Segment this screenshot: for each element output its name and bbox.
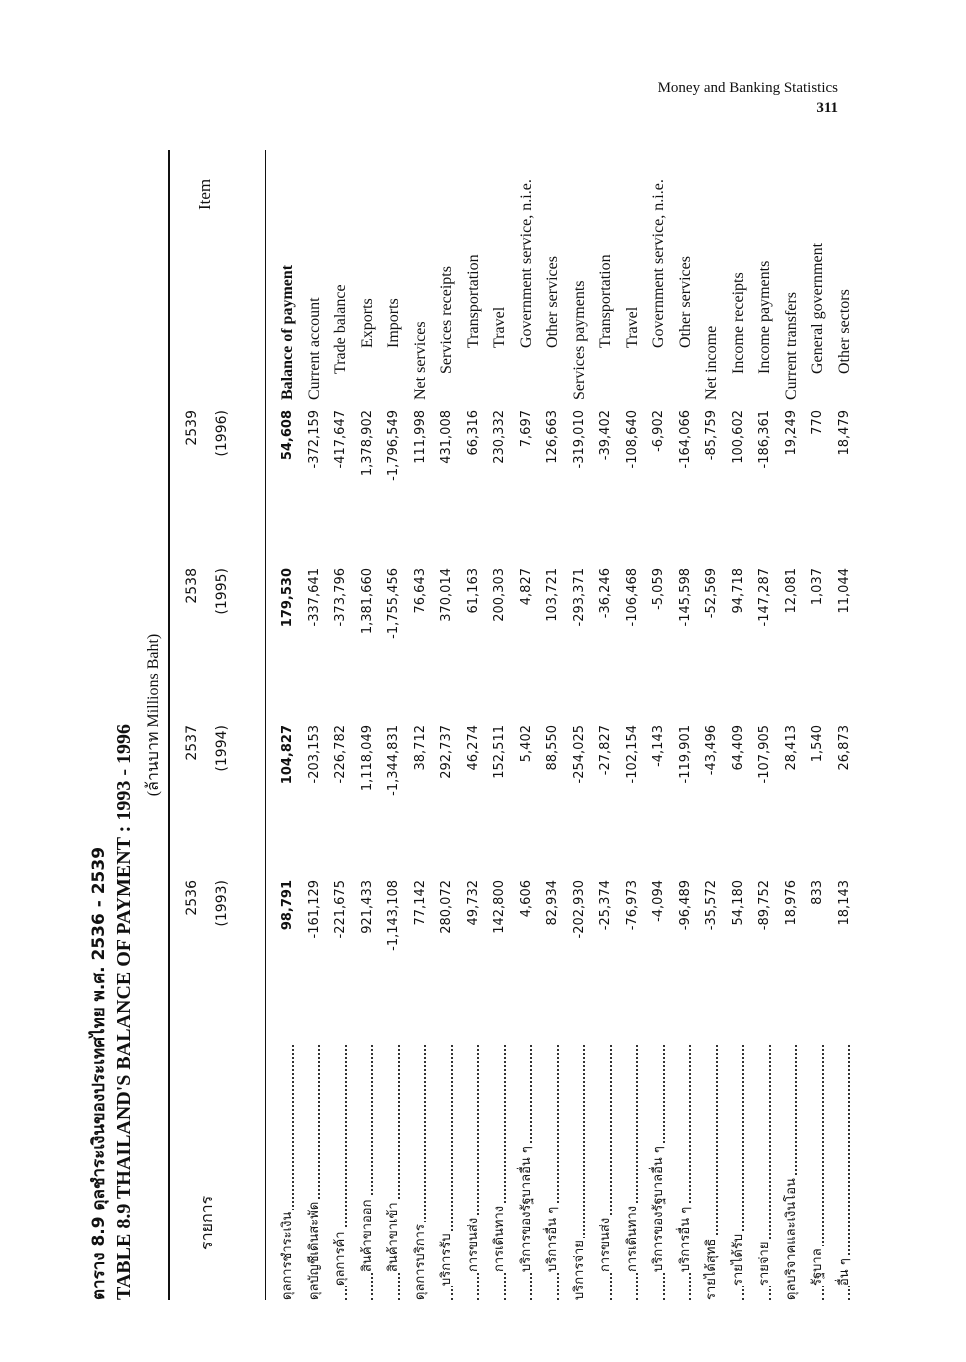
table-row bbox=[514, 50, 541, 1300]
table-row bbox=[381, 50, 408, 1300]
row-label-english: Services payments bbox=[570, 280, 588, 400]
table-row bbox=[567, 50, 594, 1300]
row-label-english: Balance of payment bbox=[279, 264, 296, 400]
row-label-thai: บริการอื่น ๆ bbox=[673, 1045, 700, 1300]
value-cell: 26,873 bbox=[836, 725, 852, 771]
row-label-thai: การเดินทาง bbox=[487, 1045, 514, 1300]
row-label-thai: บริการอื่น ๆ bbox=[540, 1045, 567, 1300]
table-row bbox=[832, 50, 859, 1300]
table-row bbox=[302, 50, 329, 1300]
value-cell: -96,489 bbox=[677, 880, 693, 931]
value-cell: 104,827 bbox=[280, 725, 295, 785]
value-cell: -293,371 bbox=[571, 568, 587, 627]
value-cell: -106,468 bbox=[624, 568, 640, 627]
row-label-thai: การขนส่ง bbox=[461, 1045, 488, 1300]
value-cell: 94,718 bbox=[730, 568, 746, 614]
row-label-english: Other sectors bbox=[835, 289, 853, 374]
row-label-thai: ดุลการค้า bbox=[328, 1045, 355, 1300]
value-cell: 179,530 bbox=[280, 568, 295, 628]
value-cell: -1,796,549 bbox=[386, 410, 401, 481]
value-cell: 103,721 bbox=[545, 568, 560, 622]
row-label-thai: ดุลการบริการ bbox=[408, 1045, 435, 1300]
value-cell: -1,143,108 bbox=[386, 880, 401, 951]
row-label-english: General government bbox=[809, 242, 826, 374]
row-label-english: Government service, n.i.e. bbox=[650, 179, 667, 348]
value-cell: 12,081 bbox=[783, 568, 799, 614]
header-item-english: Item bbox=[195, 178, 214, 210]
row-label-english: Government service, n.i.e. bbox=[517, 179, 535, 348]
value-cell: -43,496 bbox=[704, 725, 719, 776]
value-cell: -119,901 bbox=[677, 725, 693, 784]
table-unit: (ล้านบาท Millions Baht) bbox=[145, 633, 162, 797]
table-row bbox=[752, 50, 779, 1300]
value-cell: 1,381,660 bbox=[359, 568, 375, 635]
row-label-english: Transportation bbox=[464, 254, 482, 348]
value-cell: 111,998 bbox=[412, 410, 428, 464]
table-title-thai: ตาราง 8.9 ดุลชำระเงินของประเทศไทย พ.ศ. 2536 - 2539 bbox=[89, 846, 109, 1300]
value-cell: -5,059 bbox=[651, 568, 666, 610]
table-row bbox=[540, 50, 567, 1300]
table-row bbox=[726, 50, 753, 1300]
table-row bbox=[328, 50, 355, 1300]
row-label-thai: รายได้สุทธิ bbox=[699, 1045, 726, 1300]
table-row bbox=[646, 50, 673, 1300]
value-cell: -254,025 bbox=[571, 725, 587, 784]
table-titles bbox=[85, 50, 185, 1300]
value-cell: -108,640 bbox=[624, 410, 640, 469]
row-label-thai: ดุลบัญชีเดินสะพัด bbox=[302, 1045, 329, 1300]
value-cell: 292,737 bbox=[439, 725, 454, 779]
value-cell: 88,550 bbox=[545, 725, 560, 771]
value-cell: 82,934 bbox=[545, 880, 560, 926]
value-cell: 19,249 bbox=[783, 410, 799, 456]
value-cell: 1,540 bbox=[810, 725, 825, 763]
value-cell: -25,374 bbox=[598, 880, 613, 931]
row-label-english: Income payments bbox=[756, 260, 773, 374]
value-cell: 142,800 bbox=[492, 880, 507, 934]
row-label-english: Income receipts bbox=[729, 272, 747, 374]
value-cell: 370,014 bbox=[439, 568, 454, 622]
value-cell: -221,675 bbox=[333, 880, 348, 939]
value-cell: -145,598 bbox=[677, 568, 693, 627]
row-label-english: Other services bbox=[544, 256, 561, 348]
value-cell: -372,159 bbox=[306, 410, 322, 469]
row-label-thai: บริการรับ bbox=[434, 1045, 461, 1300]
value-cell: -102,154 bbox=[624, 725, 640, 784]
value-cell: 230,332 bbox=[492, 410, 507, 464]
value-cell: 280,072 bbox=[439, 880, 454, 934]
value-cell: -226,782 bbox=[333, 725, 348, 784]
value-cell: 64,409 bbox=[730, 725, 746, 771]
value-cell: -164,066 bbox=[677, 410, 693, 469]
table-row bbox=[461, 50, 488, 1300]
row-label-thai: อื่น ๆ bbox=[832, 1045, 859, 1300]
table-row bbox=[805, 50, 832, 1300]
value-cell: 66,316 bbox=[465, 410, 481, 456]
table-row bbox=[434, 50, 461, 1300]
value-cell: -373,796 bbox=[333, 568, 348, 627]
row-label-thai: สินค้าขาเข้า bbox=[381, 1045, 408, 1300]
row-label-thai: การเดินทาง bbox=[620, 1045, 647, 1300]
value-cell: -89,752 bbox=[757, 880, 772, 931]
table-row bbox=[673, 50, 700, 1300]
table-row bbox=[699, 50, 726, 1300]
row-label-english: Imports bbox=[385, 298, 402, 348]
row-label-english: Travel bbox=[623, 306, 641, 348]
row-label-thai: รายจ่าย bbox=[752, 1045, 779, 1300]
value-cell: 1,378,902 bbox=[359, 410, 375, 477]
value-cell: 61,163 bbox=[465, 568, 481, 614]
value-cell: 38,712 bbox=[412, 725, 428, 771]
value-cell: 770 bbox=[810, 410, 825, 435]
value-cell: -85,759 bbox=[704, 410, 719, 461]
value-cell: -76,973 bbox=[624, 880, 640, 931]
table-row bbox=[593, 50, 620, 1300]
column-header-1993: 2536 (1993) bbox=[184, 880, 230, 927]
value-cell: -319,010 bbox=[571, 410, 587, 469]
table-row bbox=[355, 50, 382, 1300]
value-cell: -39,402 bbox=[598, 410, 613, 461]
row-label-thai: สินค้าขาออก bbox=[355, 1045, 382, 1300]
value-cell: -202,930 bbox=[571, 880, 587, 939]
table-row bbox=[275, 50, 302, 1300]
value-cell: 18,143 bbox=[836, 880, 852, 926]
column-header-1994: 2537 (1994) bbox=[184, 725, 230, 772]
value-cell: -52,569 bbox=[704, 568, 719, 619]
table-row bbox=[779, 50, 806, 1300]
row-label-english: Transportation bbox=[597, 254, 614, 348]
row-label-english: Travel bbox=[491, 306, 508, 348]
row-label-english: Current account bbox=[305, 297, 323, 400]
row-label-english: Net income bbox=[703, 325, 720, 400]
row-label-thai: ดุลบริจาคและเงินโอน bbox=[779, 1045, 806, 1300]
column-header-1996: 2539 (1996) bbox=[184, 410, 230, 457]
row-label-thai: บริการของรัฐบาลอื่น ๆ bbox=[646, 1045, 673, 1300]
value-cell: -203,153 bbox=[306, 725, 322, 784]
value-cell: -6,902 bbox=[651, 410, 666, 452]
column-header-1995: 2538 (1995) bbox=[184, 568, 230, 615]
row-label-english: Trade balance bbox=[332, 284, 349, 374]
value-cell: 152,511 bbox=[492, 725, 507, 779]
section-title: Money and Banking Statistics bbox=[657, 80, 838, 96]
value-cell: 126,663 bbox=[545, 410, 560, 464]
value-cell: -186,361 bbox=[757, 410, 772, 469]
value-cell: 54,608 bbox=[280, 410, 295, 461]
table-row bbox=[408, 50, 435, 1300]
value-cell: 4,827 bbox=[518, 568, 534, 606]
row-label-thai: ดุลการชำระเงิน bbox=[275, 1045, 302, 1300]
value-cell: 7,697 bbox=[518, 410, 534, 448]
value-cell: -36,246 bbox=[598, 568, 613, 619]
value-cell: -4,143 bbox=[651, 725, 666, 767]
value-cell: -1,755,456 bbox=[386, 568, 401, 639]
value-cell: 18,479 bbox=[836, 410, 852, 456]
value-cell: -35,572 bbox=[704, 880, 719, 931]
row-label-english: Exports bbox=[358, 298, 376, 348]
value-cell: 49,732 bbox=[465, 880, 481, 926]
value-cell: -27,827 bbox=[598, 725, 613, 776]
value-cell: 833 bbox=[810, 880, 825, 905]
table-row bbox=[620, 50, 647, 1300]
table-row bbox=[487, 50, 514, 1300]
value-cell: 431,008 bbox=[439, 410, 454, 464]
value-cell: 1,118,049 bbox=[359, 725, 375, 792]
row-label-english: Services receipts bbox=[438, 266, 455, 374]
row-label-thai: รัฐบาล bbox=[805, 1045, 832, 1300]
header-item-thai: รายการ bbox=[197, 1195, 216, 1250]
value-cell: 100,602 bbox=[730, 410, 746, 464]
page-number: 311 bbox=[816, 100, 838, 116]
value-cell: 98,791 bbox=[280, 880, 295, 931]
row-label-thai: รายได้รับ bbox=[726, 1045, 753, 1300]
row-label-thai: บริการจ่าย bbox=[567, 1045, 594, 1300]
rotated-table bbox=[85, 50, 865, 1300]
value-cell: 4,606 bbox=[518, 880, 534, 918]
value-cell: -417,647 bbox=[333, 410, 348, 469]
value-cell: 5,402 bbox=[518, 725, 534, 763]
row-label-thai: บริการของรัฐบาลอื่น ๆ bbox=[514, 1045, 541, 1300]
table-title-english: TABLE 8.9 THAILAND'S BALANCE OF PAYMENT : 1993 - 1996 bbox=[113, 724, 135, 1300]
value-cell: 76,643 bbox=[412, 568, 428, 614]
value-cell: 46,274 bbox=[465, 725, 481, 771]
value-cell: -337,641 bbox=[306, 568, 322, 627]
value-cell: -4,094 bbox=[651, 880, 666, 922]
value-cell: 200,303 bbox=[492, 568, 507, 622]
row-label-english: Other services bbox=[676, 256, 694, 348]
value-cell: 11,044 bbox=[836, 568, 852, 614]
header-rule bbox=[265, 150, 266, 1300]
value-cell: 1,037 bbox=[810, 568, 825, 606]
value-cell: 28,413 bbox=[783, 725, 799, 771]
row-label-thai: การขนส่ง bbox=[593, 1045, 620, 1300]
value-cell: -147,287 bbox=[757, 568, 772, 627]
value-cell: 54,180 bbox=[730, 880, 746, 926]
value-cell: -107,905 bbox=[757, 725, 772, 784]
row-label-english: Current transfers bbox=[782, 292, 800, 400]
value-cell: 921,433 bbox=[359, 880, 375, 934]
value-cell: 18,976 bbox=[783, 880, 799, 926]
value-cell: 77,142 bbox=[412, 880, 428, 926]
value-cell: -1,344,831 bbox=[386, 725, 401, 796]
top-rule bbox=[168, 150, 170, 1300]
row-label-english: Net services bbox=[411, 321, 429, 400]
value-cell: -161,129 bbox=[306, 880, 322, 939]
